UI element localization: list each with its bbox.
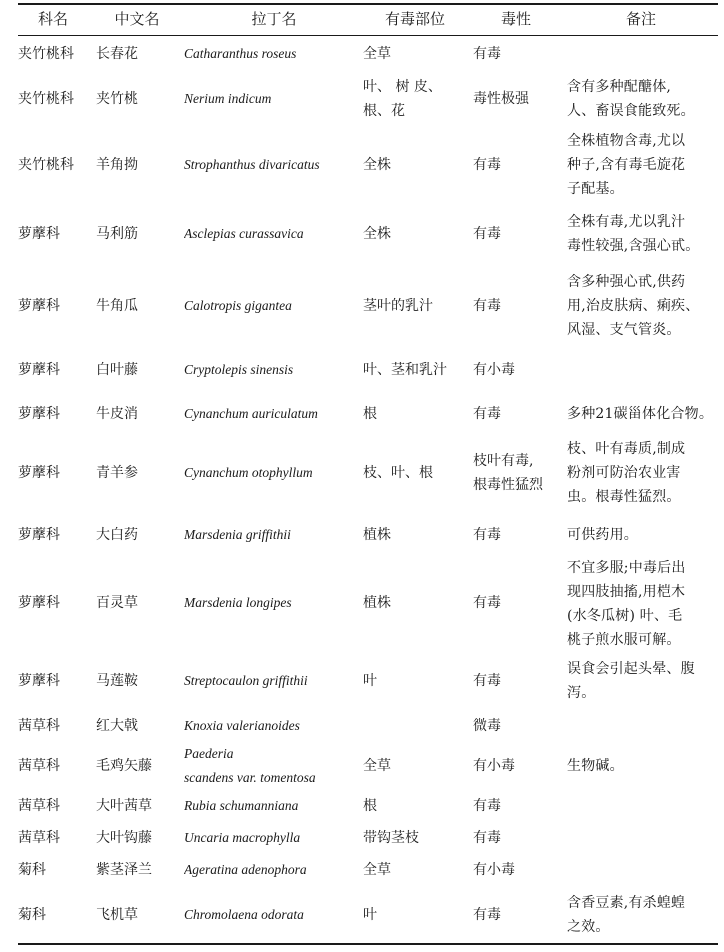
cell-notes: 误食会引起头晕、腹 泻。 [567, 660, 695, 701]
cell-toxic-part: 茎叶的乳汁 [363, 298, 433, 314]
cell-latin-name: Chromolaena odorata [184, 906, 304, 922]
cell-latin-name: Marsdenia griffithii [184, 526, 291, 542]
cell-toxic-part: 植株 [363, 595, 391, 611]
cell-toxicity: 有毒 [473, 830, 501, 846]
cell-toxic-part: 全株 [363, 156, 391, 173]
cell-family: 萝藦科 [18, 361, 60, 378]
cell-notes: 含有多种配醣体, 人、畜误食能致死。 [567, 79, 695, 119]
cell-chinese-name: 长春花 [96, 45, 138, 62]
cell-chinese-name: 白叶藤 [96, 361, 138, 378]
cell-latin-name: Calotropis gigantea [184, 298, 292, 313]
cell-latin-name: Cynanchum otophyllum [184, 465, 313, 480]
cell-latin-name: Knoxia valerianoides [184, 718, 300, 733]
cell-chinese-name: 马莲鞍 [96, 672, 138, 689]
cell-chinese-name: 紫茎泽兰 [96, 862, 152, 878]
cell-chinese-name: 大叶茜草 [96, 798, 152, 814]
cell-toxicity: 有毒 [473, 156, 501, 173]
cell-toxicity: 有毒 [473, 526, 501, 543]
cell-toxic-part: 全草 [363, 757, 391, 774]
cell-latin-name: Asclepias curassavica [184, 226, 304, 241]
header-latin-name: 拉丁名 [251, 10, 297, 28]
cell-family: 茜草科 [18, 718, 60, 734]
cell-latin-name: Strophanthus divaricatus [184, 156, 320, 172]
cell-latin-name: Ageratina adenophora [184, 862, 307, 877]
cell-latin-name: Catharanthus roseus [184, 45, 297, 61]
cell-toxicity: 有毒 [473, 405, 501, 422]
cell-notes: 枝、叶有毒质,制成 粉剂可防治农业害 虫。根毒性猛烈。 [567, 441, 686, 505]
cell-chinese-name: 百灵草 [96, 595, 138, 611]
cell-family: 萝藦科 [18, 405, 60, 422]
cell-toxicity: 有毒 [473, 298, 501, 314]
cell-family: 夹竹桃科 [18, 45, 74, 62]
cell-toxic-part: 枝、叶、根 [363, 465, 433, 481]
cell-latin-name: Paederia scandens var. tomentosa [184, 745, 316, 785]
cell-family: 菊科 [18, 862, 46, 878]
cell-family: 萝藦科 [18, 298, 60, 314]
cell-chinese-name: 青羊参 [96, 465, 138, 481]
cell-family: 萝藦科 [18, 465, 60, 481]
cell-toxic-part: 叶 [363, 906, 377, 923]
cell-notes: 含香豆素,有杀蝗蝗 之效。 [567, 894, 686, 935]
cell-family: 夹竹桃科 [18, 156, 74, 173]
cell-chinese-name: 牛角瓜 [96, 298, 138, 314]
cell-notes: 全株有毒,尤以乳汁 毒性较强,含强心甙。 [567, 214, 700, 254]
cell-toxicity: 毒性极强 [473, 91, 529, 107]
bottom-rule [18, 943, 718, 945]
header-toxic-part: 有毒部位 [384, 10, 445, 28]
cell-family: 萝藦科 [18, 672, 60, 689]
cell-chinese-name: 夹竹桃 [96, 91, 138, 107]
cell-toxic-part: 根 [363, 798, 377, 814]
cell-toxicity: 微毒 [473, 718, 501, 734]
cell-latin-name: Marsdenia longipes [184, 595, 292, 610]
cell-chinese-name: 马利筋 [96, 226, 138, 242]
cell-toxicity: 有毒 [473, 595, 501, 611]
cell-toxic-part: 全株 [363, 226, 391, 242]
cell-toxicity: 有小毒 [473, 757, 515, 774]
cell-latin-name: Uncaria macrophylla [184, 830, 301, 845]
header-toxicity: 毒性 [500, 10, 531, 28]
cell-toxic-part: 根 [363, 405, 377, 422]
cell-chinese-name: 牛皮消 [96, 405, 138, 422]
cell-notes: 可供药用。 [567, 526, 638, 543]
cell-chinese-name: 飞机草 [96, 906, 138, 923]
cell-family: 萝藦科 [18, 595, 60, 611]
cell-toxic-part: 带钩茎枝 [363, 830, 419, 846]
cell-latin-name: Cryptolepis sinensis [184, 361, 294, 377]
cell-toxic-part: 全草 [363, 45, 391, 62]
cell-toxic-part: 叶、 树 皮、 根、花 [363, 79, 442, 119]
cell-toxicity: 有小毒 [473, 862, 515, 878]
cell-toxic-part: 植株 [363, 526, 391, 543]
cell-latin-name: Nerium indicum [184, 91, 272, 106]
cell-family: 萝藦科 [18, 226, 60, 242]
cell-toxicity: 有毒 [473, 672, 501, 689]
cell-toxic-part: 全草 [363, 862, 391, 878]
cell-toxicity: 有毒 [473, 45, 501, 62]
cell-notes: 全株植物含毒,尤以 种子,含有毒毛旋花 子配基。 [567, 132, 686, 197]
cell-notes: 多种21碳甾体化合物。 [567, 405, 714, 422]
top-rule [18, 3, 718, 5]
cell-toxicity: 枝叶有毒, 根毒性猛烈 [473, 453, 543, 493]
cell-chinese-name: 毛鸡矢藤 [96, 757, 152, 774]
cell-family: 菊科 [18, 906, 46, 923]
cell-chinese-name: 羊角拗 [96, 156, 138, 173]
cell-toxicity: 有毒 [473, 798, 501, 814]
cell-family: 茜草科 [18, 798, 60, 814]
cell-family: 萝藦科 [18, 526, 60, 543]
cell-toxic-part: 叶 [363, 672, 377, 689]
header-rule [18, 35, 718, 36]
cell-chinese-name: 大白药 [96, 526, 138, 543]
cell-notes: 不宜多服;中毒后出 现四肢抽搐,用桤木 (水冬瓜树) 叶、毛 桃子煎水服可解。 [567, 560, 686, 648]
cell-notes: 含多种强心甙,供药 用,治皮肤病、痢疾、 风湿、支气管炎。 [567, 274, 700, 338]
header-family: 科名 [37, 10, 68, 28]
cell-chinese-name: 大叶钩藤 [96, 830, 152, 846]
cell-latin-name: Rubia schumanniana [184, 798, 299, 813]
cell-toxic-part: 叶、茎和乳汁 [363, 361, 447, 378]
cell-toxicity: 有毒 [473, 906, 501, 923]
header-notes: 备注 [625, 10, 656, 28]
cell-notes: 生物碱。 [567, 757, 624, 774]
cell-latin-name: Streptocaulon griffithii [184, 672, 308, 688]
cell-toxicity: 有小毒 [473, 361, 515, 378]
header-chinese-name: 中文名 [114, 10, 160, 28]
cell-toxicity: 有毒 [473, 226, 501, 242]
cell-family: 茜草科 [18, 830, 60, 846]
cell-family: 夹竹桃科 [18, 91, 74, 107]
cell-family: 茜草科 [18, 757, 60, 774]
cell-chinese-name: 红大戟 [96, 718, 138, 734]
cell-latin-name: Cynanchum auriculatum [184, 405, 318, 421]
